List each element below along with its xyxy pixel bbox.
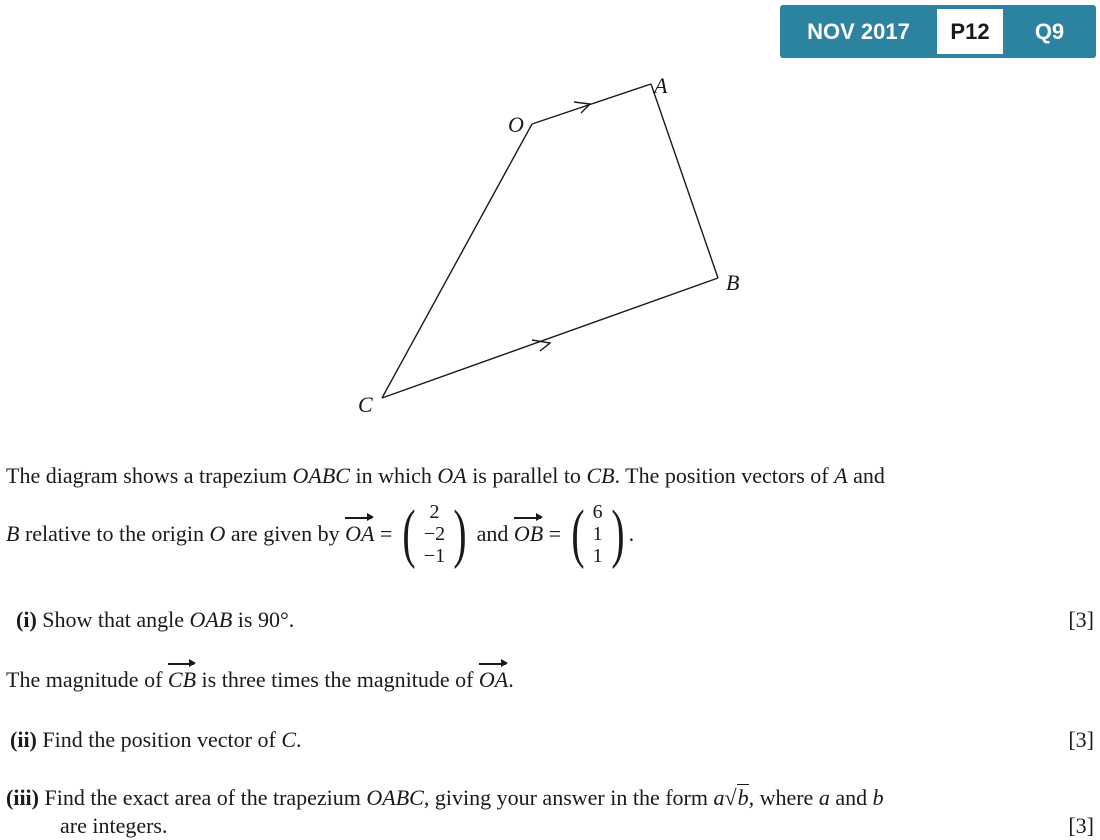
- part-ii-question: [10, 727, 302, 753]
- intro-oabc: OABC: [292, 463, 350, 488]
- question-number-label: Q9: [1034, 18, 1065, 44]
- part-ii-marks: [3]: [1068, 727, 1094, 752]
- intro-text: in which: [349, 463, 438, 488]
- exam-session-label: NOV 2017: [807, 18, 910, 44]
- left-paren: (: [402, 497, 416, 570]
- ob-component-y: 1: [592, 523, 603, 545]
- magnitude-text: is three times the magnitude of: [196, 667, 479, 692]
- vector-ob: OB: [513, 521, 544, 546]
- left-paren: (: [570, 497, 585, 570]
- ob-component-z: 1: [592, 545, 603, 567]
- vertex-label-o: O: [508, 112, 524, 137]
- intro-cb: CB: [586, 463, 615, 488]
- intro-text: The diagram shows a trapezium: [6, 463, 293, 488]
- part-i-oab: OAB: [189, 607, 233, 632]
- parallel-arrow-cb: [532, 340, 550, 351]
- part-iii-text: , where: [748, 785, 819, 810]
- intro-text: . The position vectors of: [614, 463, 835, 488]
- vertex-label-c: C: [358, 392, 373, 417]
- part-i-text: Show that angle: [42, 607, 190, 632]
- right-paren: ): [453, 497, 467, 570]
- paper-label: P12: [937, 9, 1003, 54]
- part-iii-text: Find the exact area of the trapezium: [44, 785, 367, 810]
- vertex-label-b: B: [726, 270, 740, 295]
- intro-b: B: [6, 521, 20, 546]
- intro-text: relative to the origin: [19, 521, 210, 546]
- vertex-label-a: A: [654, 73, 668, 98]
- ob-component-x: 6: [592, 501, 603, 523]
- part-iii-question: [6, 785, 884, 811]
- var-b: b: [872, 785, 884, 810]
- intro-text: are given by: [225, 521, 346, 546]
- part-iii-text: and: [829, 785, 873, 810]
- intro-o: O: [209, 521, 226, 546]
- edge-ab: [651, 84, 718, 278]
- intro-text: is parallel to: [466, 463, 587, 488]
- part-iii-oabc: OABC: [366, 785, 424, 810]
- vector-oa: OA: [345, 521, 375, 546]
- part-ii-c: C: [281, 727, 296, 752]
- part-i-text: is 90°.: [232, 607, 295, 632]
- magnitude-statement: [6, 667, 514, 693]
- intro-text: and: [471, 521, 514, 546]
- part-i-question: [16, 607, 294, 633]
- oa-component-y: −2: [423, 523, 446, 545]
- magnitude-text: The magnitude of: [6, 667, 168, 692]
- form-a: a: [713, 785, 725, 810]
- ob-column-vector: [589, 501, 607, 567]
- magnitude-text: .: [508, 667, 514, 692]
- edge-oa: [532, 84, 651, 124]
- edge-bc: [382, 278, 718, 398]
- part-i-label: (i): [16, 607, 37, 632]
- oa-component-z: −1: [423, 545, 446, 567]
- intro-oa: OA: [437, 463, 467, 488]
- intro-line-1: [6, 463, 885, 489]
- intro-text: and: [847, 463, 885, 488]
- var-a: a: [818, 785, 830, 810]
- part-iii-marks: [3]: [1068, 813, 1094, 838]
- vector-oa: OA: [478, 667, 509, 692]
- equals-sign: =: [374, 521, 398, 546]
- part-iii-text: , giving your answer in the form: [423, 785, 714, 810]
- part-iii-continuation: are integers.: [60, 813, 168, 838]
- right-paren: ): [610, 497, 625, 570]
- edge-co: [382, 124, 532, 398]
- part-iii-label: (iii): [6, 785, 39, 810]
- intro-a: A: [834, 463, 848, 488]
- equals-sign: =: [543, 521, 567, 546]
- part-ii-label: (ii): [10, 727, 37, 752]
- sqrt-symbol: √b: [724, 785, 749, 810]
- oa-component-x: 2: [429, 501, 440, 523]
- vector-cb: CB: [167, 667, 197, 692]
- intro-line-2: [6, 496, 634, 572]
- part-ii-text: Find the position vector of: [42, 727, 282, 752]
- part-ii-text: .: [296, 727, 302, 752]
- intro-text: .: [628, 521, 635, 546]
- form-b: b: [737, 785, 749, 810]
- oa-column-vector: [420, 501, 449, 567]
- part-i-marks: [3]: [1068, 607, 1094, 632]
